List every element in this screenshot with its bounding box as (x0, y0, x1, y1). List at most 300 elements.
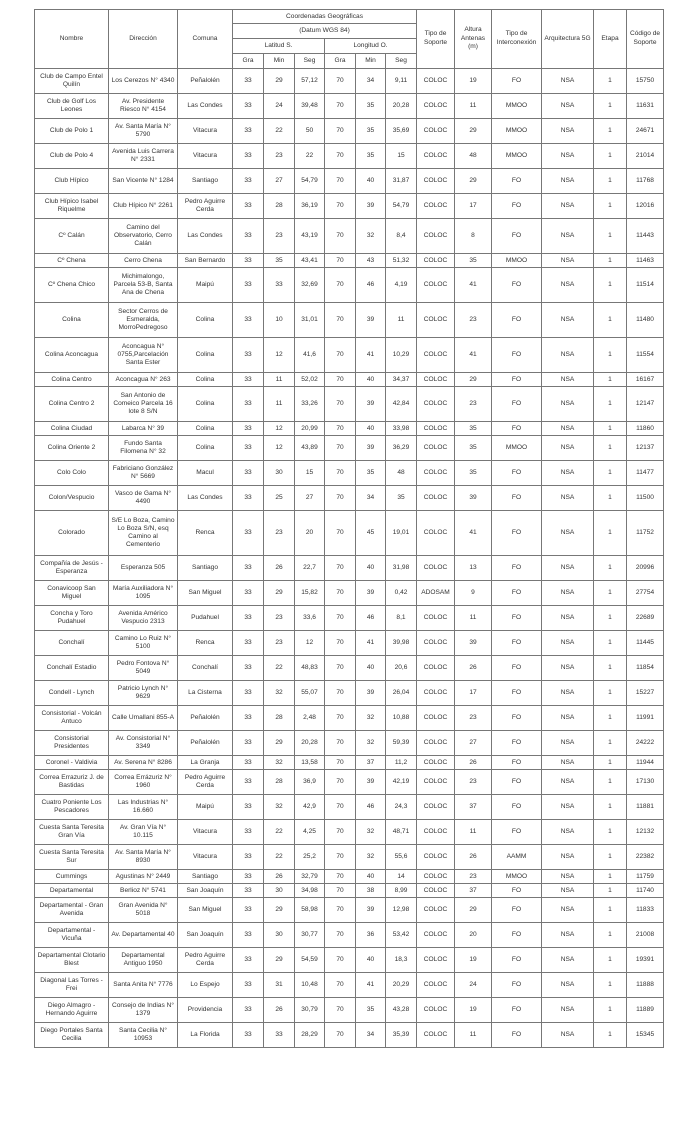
cell-lat-seg: 43,41 (295, 254, 325, 268)
cell-comuna: San Joaquín (178, 884, 233, 898)
cell-codigo: 19391 (627, 948, 664, 973)
cell-tipo: COLOC (417, 303, 455, 338)
cell-altura: 37 (455, 884, 492, 898)
cell-lon-seg: 59,39 (386, 731, 417, 756)
cell-tipo: COLOC (417, 119, 455, 144)
cell-direccion: Cerro Chena (109, 254, 178, 268)
cell-lat-gra: 33 (233, 338, 264, 373)
cell-direccion: Berlioz N° 5741 (109, 884, 178, 898)
cell-tipo: COLOC (417, 486, 455, 511)
table-row (35, 268, 664, 303)
cell-comuna: Peñalolén (178, 706, 233, 731)
cell-lon-min: 39 (356, 436, 386, 461)
cell-lon-seg: 8,4 (386, 219, 417, 254)
cell-altura: 26 (455, 656, 492, 681)
cell-lat-gra: 33 (233, 923, 264, 948)
cell-codigo: 27754 (627, 581, 664, 606)
cell-tipo: COLOC (417, 681, 455, 706)
cell-lon-min: 37 (356, 756, 386, 770)
cell-comuna: Lo Espejo (178, 973, 233, 998)
header-interconexion: Tipo de Interconexión (492, 10, 542, 69)
cell-lon-gra: 70 (325, 998, 356, 1023)
header-lon-gra: Gra (325, 54, 356, 69)
cell-lon-gra: 70 (325, 606, 356, 631)
cell-comuna: Santiago (178, 169, 233, 194)
cell-lon-min: 46 (356, 606, 386, 631)
cell-inter: FO (492, 706, 542, 731)
cell-lat-gra: 33 (233, 422, 264, 436)
cell-direccion: Michimalongo, Parcela 53-B, Santa Ana de Chena (109, 268, 178, 303)
cell-lon-gra: 70 (325, 770, 356, 795)
cell-arq: NSA (542, 998, 594, 1023)
cell-arq: NSA (542, 884, 594, 898)
cell-lat-seg: 42,9 (295, 795, 325, 820)
table-row (35, 756, 664, 770)
cell-nombre: Compañía de Jesús - Esperanza (35, 556, 109, 581)
cell-lon-min: 39 (356, 194, 386, 219)
cell-lat-min: 24 (264, 94, 295, 119)
cell-lat-min: 23 (264, 606, 295, 631)
cell-altura: 17 (455, 681, 492, 706)
cell-direccion: Labarca N° 39 (109, 422, 178, 436)
header-lat-gra: Gra (233, 54, 264, 69)
cell-direccion: Av. Consistorial N° 3349 (109, 731, 178, 756)
cell-altura: 24 (455, 973, 492, 998)
cell-lon-seg: 34,37 (386, 373, 417, 387)
cell-inter: FO (492, 511, 542, 556)
cell-lat-seg: 20,99 (295, 422, 325, 436)
cell-arq: NSA (542, 973, 594, 998)
table-row (35, 556, 664, 581)
cell-inter: FO (492, 1023, 542, 1048)
cell-lon-seg: 10,88 (386, 706, 417, 731)
cell-lon-seg: 24,3 (386, 795, 417, 820)
cell-lon-gra: 70 (325, 820, 356, 845)
cell-direccion: Santa Cecilia N° 10953 (109, 1023, 178, 1048)
cell-lat-min: 33 (264, 268, 295, 303)
cell-lat-min: 29 (264, 731, 295, 756)
cell-lat-gra: 33 (233, 706, 264, 731)
cell-lat-gra: 33 (233, 254, 264, 268)
cell-lat-gra: 33 (233, 436, 264, 461)
cell-codigo: 12137 (627, 436, 664, 461)
cell-etapa: 1 (594, 973, 627, 998)
cell-lon-seg: 14 (386, 870, 417, 884)
cell-lon-min: 41 (356, 631, 386, 656)
cell-codigo: 11881 (627, 795, 664, 820)
cell-lat-seg: 48,83 (295, 656, 325, 681)
cell-lat-seg: 50 (295, 119, 325, 144)
cell-comuna: Colina (178, 436, 233, 461)
header-etapa: Etapa (594, 10, 627, 69)
cell-lat-gra: 33 (233, 119, 264, 144)
cell-tipo: COLOC (417, 219, 455, 254)
cell-nombre: Colina Centro (35, 373, 109, 387)
cell-tipo: COLOC (417, 144, 455, 169)
cell-comuna: Vitacura (178, 119, 233, 144)
cell-comuna: Santiago (178, 870, 233, 884)
cell-lat-min: 12 (264, 436, 295, 461)
cell-comuna: Peñalolén (178, 69, 233, 94)
cell-comuna: Providencia (178, 998, 233, 1023)
cell-inter: FO (492, 898, 542, 923)
table-row (35, 923, 664, 948)
cell-lat-gra: 33 (233, 461, 264, 486)
cell-tipo: COLOC (417, 556, 455, 581)
cell-nombre: Concha y Toro Pudahuel (35, 606, 109, 631)
cell-altura: 23 (455, 870, 492, 884)
table-row (35, 387, 664, 422)
cell-altura: 39 (455, 486, 492, 511)
cell-lon-gra: 70 (325, 631, 356, 656)
table-row (35, 656, 664, 681)
cell-lon-seg: 48 (386, 461, 417, 486)
table-row (35, 511, 664, 556)
cell-comuna: La Cisterna (178, 681, 233, 706)
cell-lon-gra: 70 (325, 870, 356, 884)
cell-lon-gra: 70 (325, 845, 356, 870)
cell-codigo: 12132 (627, 820, 664, 845)
cell-tipo: COLOC (417, 194, 455, 219)
cell-inter: FO (492, 556, 542, 581)
cell-lat-seg: 22,7 (295, 556, 325, 581)
cell-tipo: COLOC (417, 884, 455, 898)
cell-lon-seg: 20,28 (386, 94, 417, 119)
cell-lat-gra: 33 (233, 581, 264, 606)
cell-comuna: Pudahuel (178, 606, 233, 631)
cell-lon-min: 32 (356, 845, 386, 870)
cell-lat-min: 23 (264, 511, 295, 556)
cell-lon-gra: 70 (325, 731, 356, 756)
cell-etapa: 1 (594, 656, 627, 681)
cell-lat-seg: 27 (295, 486, 325, 511)
cell-altura: 13 (455, 556, 492, 581)
cell-lon-gra: 70 (325, 219, 356, 254)
cell-tipo: COLOC (417, 461, 455, 486)
cell-lat-min: 22 (264, 656, 295, 681)
table-row (35, 845, 664, 870)
cell-direccion: Sector Cerros de Esmeralda, MorroPedregoso (109, 303, 178, 338)
cell-lat-min: 11 (264, 373, 295, 387)
cell-lat-min: 26 (264, 998, 295, 1023)
cell-lat-gra: 33 (233, 268, 264, 303)
cell-lon-min: 34 (356, 486, 386, 511)
cell-etapa: 1 (594, 486, 627, 511)
cell-arq: NSA (542, 820, 594, 845)
cell-codigo: 24222 (627, 731, 664, 756)
cell-lat-seg: 57,12 (295, 69, 325, 94)
cell-codigo: 11514 (627, 268, 664, 303)
cell-inter: FO (492, 756, 542, 770)
cell-comuna: San Miguel (178, 898, 233, 923)
cell-altura: 9 (455, 581, 492, 606)
cell-altura: 8 (455, 219, 492, 254)
cell-nombre: Cº Calán (35, 219, 109, 254)
cell-lat-min: 29 (264, 898, 295, 923)
cell-inter: FO (492, 998, 542, 1023)
cell-tipo: COLOC (417, 998, 455, 1023)
cell-comuna: Pedro Aguirre Cerda (178, 770, 233, 795)
cell-direccion: Avenida Luis Carrera N° 2331 (109, 144, 178, 169)
cell-inter: FO (492, 770, 542, 795)
cell-lat-seg: 41,6 (295, 338, 325, 373)
cell-arq: NSA (542, 422, 594, 436)
cell-codigo: 17130 (627, 770, 664, 795)
cell-lon-gra: 70 (325, 556, 356, 581)
cell-lat-gra: 33 (233, 795, 264, 820)
cell-lat-min: 23 (264, 631, 295, 656)
cell-lat-seg: 34,98 (295, 884, 325, 898)
cell-direccion: Club Hípico N° 2261 (109, 194, 178, 219)
cell-etapa: 1 (594, 870, 627, 884)
cell-nombre: Diagonal Las Torres - Frei (35, 973, 109, 998)
cell-lon-seg: 11 (386, 303, 417, 338)
cell-lat-seg: 4,25 (295, 820, 325, 845)
cell-lat-min: 35 (264, 254, 295, 268)
cell-lat-min: 27 (264, 169, 295, 194)
cell-lat-min: 26 (264, 870, 295, 884)
table-row (35, 731, 664, 756)
cell-lat-min: 11 (264, 387, 295, 422)
cell-altura: 37 (455, 795, 492, 820)
cell-nombre: Correa Errazuriz J. de Bastidas (35, 770, 109, 795)
cell-etapa: 1 (594, 69, 627, 94)
cell-lat-seg: 43,19 (295, 219, 325, 254)
table-row (35, 998, 664, 1023)
cell-lon-min: 32 (356, 219, 386, 254)
cell-lat-min: 23 (264, 219, 295, 254)
cell-lon-seg: 35,69 (386, 119, 417, 144)
cell-nombre: Club Hípico (35, 169, 109, 194)
cell-tipo: COLOC (417, 169, 455, 194)
cell-lat-min: 30 (264, 923, 295, 948)
cell-inter: FO (492, 486, 542, 511)
cell-codigo: 11991 (627, 706, 664, 731)
cell-lon-gra: 70 (325, 948, 356, 973)
cell-altura: 11 (455, 820, 492, 845)
cell-tipo: COLOC (417, 338, 455, 373)
cell-arq: NSA (542, 69, 594, 94)
cell-altura: 11 (455, 1023, 492, 1048)
cell-arq: NSA (542, 461, 594, 486)
cell-codigo: 11477 (627, 461, 664, 486)
cell-tipo: COLOC (417, 94, 455, 119)
cell-arq: NSA (542, 268, 594, 303)
cell-codigo: 12147 (627, 387, 664, 422)
cell-direccion: Av. Presidente Riesco N° 4154 (109, 94, 178, 119)
cell-lon-min: 32 (356, 731, 386, 756)
cell-direccion: Camino del Observatorio, Cerro Calán (109, 219, 178, 254)
cell-lat-min: 29 (264, 69, 295, 94)
header-lat-min: Min (264, 54, 295, 69)
cell-nombre: Diego Portales Santa Cecilia (35, 1023, 109, 1048)
cell-lon-min: 38 (356, 884, 386, 898)
table-row (35, 69, 664, 94)
cell-lat-gra: 33 (233, 511, 264, 556)
cell-lat-seg: 28,29 (295, 1023, 325, 1048)
cell-lat-min: 28 (264, 770, 295, 795)
cell-comuna: Maipú (178, 268, 233, 303)
cell-comuna: Conchalí (178, 656, 233, 681)
table-row (35, 219, 664, 254)
cell-inter: MMOO (492, 254, 542, 268)
table-row (35, 606, 664, 631)
cell-comuna: Vitacura (178, 820, 233, 845)
cell-lon-min: 39 (356, 303, 386, 338)
cell-direccion: San Vicente N° 1284 (109, 169, 178, 194)
cell-arq: NSA (542, 338, 594, 373)
cell-nombre: Colorado (35, 511, 109, 556)
cell-lon-gra: 70 (325, 119, 356, 144)
cell-lat-seg: 58,98 (295, 898, 325, 923)
cell-nombre: Colo Colo (35, 461, 109, 486)
table-row (35, 436, 664, 461)
table-row (35, 898, 664, 923)
cell-direccion: Gran Avenida N° 5018 (109, 898, 178, 923)
cell-lat-seg: 52,02 (295, 373, 325, 387)
cell-etapa: 1 (594, 731, 627, 756)
cell-nombre: Diego Almagro - Hernando Aguirre (35, 998, 109, 1023)
cell-lat-gra: 33 (233, 144, 264, 169)
cell-altura: 23 (455, 706, 492, 731)
cell-lat-seg: 25,2 (295, 845, 325, 870)
cell-nombre: Condell - Lynch (35, 681, 109, 706)
table-row (35, 770, 664, 795)
cell-lon-seg: 12,98 (386, 898, 417, 923)
cell-inter: FO (492, 923, 542, 948)
cell-tipo: COLOC (417, 756, 455, 770)
cell-tipo: COLOC (417, 973, 455, 998)
cell-lat-seg: 2,48 (295, 706, 325, 731)
cell-arq: NSA (542, 756, 594, 770)
cell-inter: MMOO (492, 94, 542, 119)
cell-lon-seg: 18,3 (386, 948, 417, 973)
cell-codigo: 11860 (627, 422, 664, 436)
cell-lon-min: 35 (356, 998, 386, 1023)
cell-inter: FO (492, 219, 542, 254)
cell-lon-min: 40 (356, 656, 386, 681)
cell-lon-min: 39 (356, 387, 386, 422)
cell-etapa: 1 (594, 254, 627, 268)
cell-altura: 41 (455, 268, 492, 303)
table-row (35, 338, 664, 373)
cell-inter: MMOO (492, 119, 542, 144)
cell-etapa: 1 (594, 756, 627, 770)
cell-codigo: 21014 (627, 144, 664, 169)
cell-direccion: San Antonio de Comeico Parcela 16 lote 8 S/N (109, 387, 178, 422)
cell-lon-min: 40 (356, 556, 386, 581)
cell-nombre: Conavicoop San Miguel (35, 581, 109, 606)
cell-altura: 35 (455, 254, 492, 268)
cell-comuna: Maipú (178, 795, 233, 820)
table-row (35, 169, 664, 194)
table-row (35, 119, 664, 144)
cell-inter: FO (492, 581, 542, 606)
cell-nombre: Colina (35, 303, 109, 338)
cell-arq: NSA (542, 870, 594, 884)
cell-lat-seg: 33,6 (295, 606, 325, 631)
cell-tipo: COLOC (417, 948, 455, 973)
cell-codigo: 20996 (627, 556, 664, 581)
cell-inter: FO (492, 69, 542, 94)
cell-lat-min: 31 (264, 973, 295, 998)
cell-lat-gra: 33 (233, 631, 264, 656)
cell-lat-min: 10 (264, 303, 295, 338)
cell-arq: NSA (542, 486, 594, 511)
cell-codigo: 15345 (627, 1023, 664, 1048)
cell-altura: 23 (455, 303, 492, 338)
cell-lat-min: 22 (264, 820, 295, 845)
cell-arq: NSA (542, 511, 594, 556)
cell-lon-seg: 31,87 (386, 169, 417, 194)
cell-inter: FO (492, 948, 542, 973)
cell-lat-seg: 39,48 (295, 94, 325, 119)
table-row (35, 973, 664, 998)
cell-lon-min: 40 (356, 948, 386, 973)
cell-altura: 23 (455, 387, 492, 422)
cell-codigo: 11854 (627, 656, 664, 681)
cell-arq: NSA (542, 731, 594, 756)
cell-codigo: 24671 (627, 119, 664, 144)
table-row (35, 581, 664, 606)
cell-lon-min: 36 (356, 923, 386, 948)
cell-lon-gra: 70 (325, 422, 356, 436)
cell-inter: FO (492, 373, 542, 387)
cell-arq: NSA (542, 373, 594, 387)
cell-nombre: Colina Aconcagua (35, 338, 109, 373)
cell-altura: 29 (455, 898, 492, 923)
cell-lon-min: 43 (356, 254, 386, 268)
cell-lat-gra: 33 (233, 948, 264, 973)
cell-lon-min: 35 (356, 144, 386, 169)
cell-altura: 35 (455, 436, 492, 461)
cell-tipo: COLOC (417, 631, 455, 656)
cell-inter: FO (492, 656, 542, 681)
cell-lon-seg: 8,99 (386, 884, 417, 898)
cell-nombre: Cummings (35, 870, 109, 884)
cell-etapa: 1 (594, 373, 627, 387)
cell-lat-gra: 33 (233, 94, 264, 119)
header-codigo: Código de Soporte (627, 10, 664, 69)
cell-inter: MMOO (492, 144, 542, 169)
cell-direccion: Consejo de Indias N° 1379 (109, 998, 178, 1023)
cell-codigo: 22689 (627, 606, 664, 631)
cell-lon-seg: 11,2 (386, 756, 417, 770)
cell-lat-min: 12 (264, 422, 295, 436)
cell-nombre: Club Hípico Isabel Riquelme (35, 194, 109, 219)
cell-inter: FO (492, 268, 542, 303)
cell-lon-min: 32 (356, 706, 386, 731)
cell-nombre: Conchalí (35, 631, 109, 656)
cell-lat-seg: 12 (295, 631, 325, 656)
cell-lon-gra: 70 (325, 194, 356, 219)
cell-tipo: COLOC (417, 254, 455, 268)
cell-arq: NSA (542, 169, 594, 194)
cell-codigo: 11631 (627, 94, 664, 119)
header-comuna: Comuna (178, 10, 233, 69)
cell-direccion: Las Industrias N° 16.660 (109, 795, 178, 820)
cell-inter: FO (492, 303, 542, 338)
cell-lon-seg: 31,98 (386, 556, 417, 581)
cell-inter: FO (492, 795, 542, 820)
cell-altura: 19 (455, 998, 492, 1023)
header-arquitectura: Arquitectura 5G (542, 10, 594, 69)
cell-etapa: 1 (594, 845, 627, 870)
cell-altura: 19 (455, 948, 492, 973)
cell-lon-seg: 35,39 (386, 1023, 417, 1048)
cell-lon-min: 35 (356, 94, 386, 119)
cell-codigo: 21008 (627, 923, 664, 948)
